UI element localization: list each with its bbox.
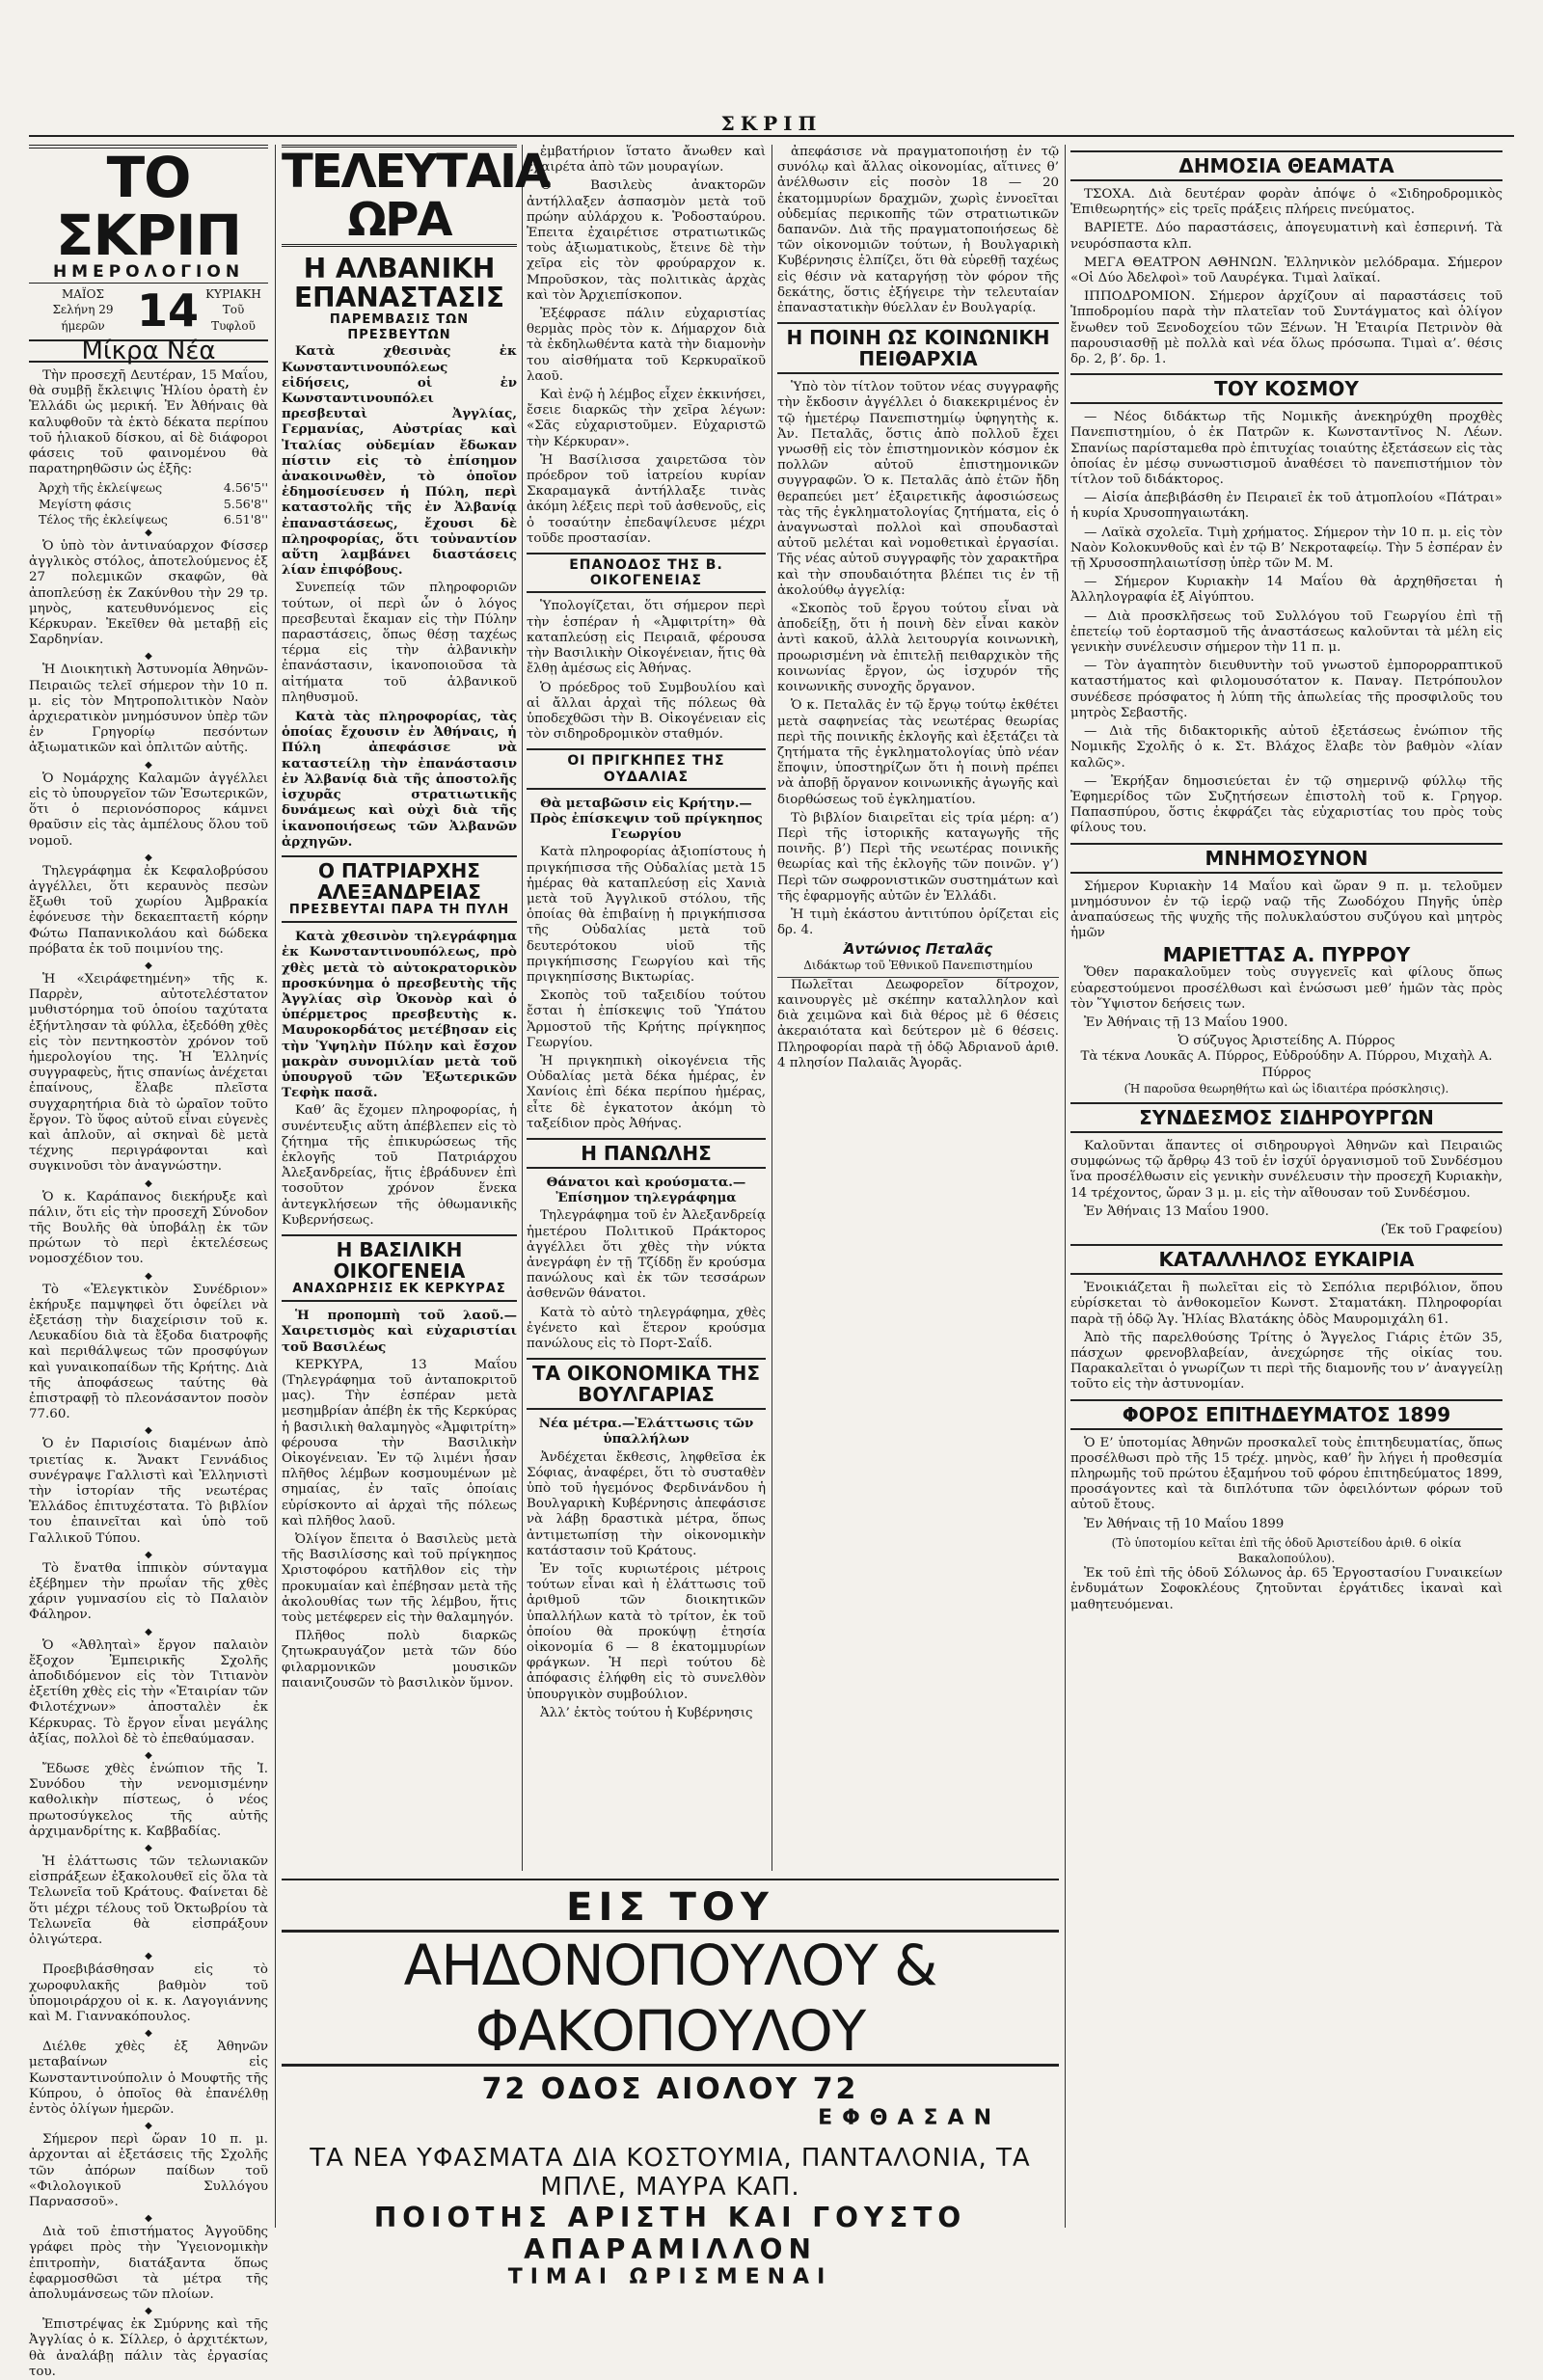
article-paragraph: Ἡ τιμὴ ἑκάστου ἀντιτύπου ὁρίζεται εἰς δρ. 4. <box>777 906 1059 938</box>
article-paragraph: Ἔδωσε χθὲς ἐνώπιον τῆς Ἱ. Συνόδου τὴν νενομισμένην καθολικὴν πίστεως, ὁ νέος πρωτοσύγκελος τῆς αὐτῆς ἀρχιμανδρίτης κ. Καββαδίας. <box>29 1762 268 1839</box>
headline-princes: ΟΙ ΠΡΙΓΚΗΠΕΣ ΤΗΣ ΟΥΔΑΛΙΑΣ <box>567 753 725 785</box>
column-rule <box>1065 145 1066 2228</box>
notice-paragraph: Ἀπὸ τῆς παρελθούσης Τρίτης ὁ Ἄγγελος Γιάρις ἐτῶν 35, πάσχων φρενοβλαβείαν, ἀνεχώρησε τῆς οἰκίας του. Παρακαλεῖται ὁ γνωρίζων τι περὶ τῆς διαμονῆς του ν’ ἀναγγείλῃ τοῦτο εἰς τὴν ἀστυνομίαν. <box>1070 1330 1502 1393</box>
article-paragraph: Διὰ τοῦ ἐπιστήματος Ἀγγοῦδης γράφει πρὸς τὴν Ὑγειονομικὴν ἐπιτροπὴν, διατάξαντα ὅπως ἐφαρμοσθῶσι τὰ μέτρα τῆς ἀπολυμάνσεως τῶν πλοίων. <box>29 2225 268 2302</box>
news-item: — Τὸν ἀγαπητὸν διευθυντὴν τοῦ γνωστοῦ ἐμπορορραπτικοῦ καταστήματος καὶ φιλομουσότατον κ. Παναγ. Πετρόπουλον συνέδεσε πρόσφατος ἡ λύπη τῆς ἀπωλείας τῆς προσφιλοῦς του μητρὸς Σεβαστῆς. <box>1070 659 1502 720</box>
article-paragraph: ἐμβατήριον ἵστατο ἄνωθεν καὶ ἐχαιρέτα ἀπὸ τῶν μουραγίων. <box>527 145 766 176</box>
listing-paragraph: ΒΑΡΙΕΤΕ. Δύο παραστάσεις, ἀπογευματινὴ καὶ ἑσπερινή. Τὰ νευρόσπαστα κλπ. <box>1070 221 1502 252</box>
headline-memorial: ΜΝΗΜΟΣΥΝΟΝ <box>1205 846 1368 870</box>
ornament-divider: ◆ <box>145 852 152 863</box>
advertisement-paragraph: Πωλεῖται Δεωφορεῖον δίτροχον, καινουργὲς μὲ σκέπην καταλληλον καὶ διὰ χειμῶνα καὶ διὰ θέρος μὲ 6 θέσεις ἀκεραιότατα καὶ δεύτερον μὲ 6 θέσεις. Πληροφορίαι παρὰ τῇ ὁδῷ Ἀδριανοῦ ἀριθ. 4 πλησίον Παλαιᾶς Ἀγορᾶς. <box>777 977 1059 1070</box>
notice-paragraph: Ἐνοικιάζεται ἢ πωλεῖται εἰς τὸ Σεπόλια περιβόλιον, ὅπου εὑρίσκεται τὸ ἀνθοκομεῖον Κωνστ. Σταματάκη. Πληροφορίαι παρὰ τῇ ὁδῷ Ἁγ. Ἠλίας Βλατάκης ὁδὸς Μαυρομιχάλη 61. <box>1070 1281 1502 1327</box>
article-paragraph: Ὁ Βασιλεὺς ἀνακτορῶν ἀντήλλαξεν ἀσπασμὸν μετὰ τοῦ πρώην αὐλάρχου κ. Ῥοδοσταύρου. Ἐπειτα ἐχαιρέτισε στρατιωτικῶς τοὺς ἀξιωματικοὺς, ἔτεινε δὲ τὴν χεῖρα εἰς τὸν φρούραρχον κ. Μπροῦσκον, τὰς πολιτικὰς ἀρχὰς καὶ τὸν Ἀρχιεπίσκοπον. <box>527 178 766 303</box>
subhead-crete: Θὰ μεταβῶσιν εἰς Κρήτην.— Πρὸς ἐπίσκεψιν τοῦ πρίγκηπος Γεωργίου <box>529 795 763 843</box>
article-paragraph: Ἀνδέχεται ἔκθεσις, ληφθεῖσα ἐκ Σόφιας, ἀναφέρει, ὅτι τὸ συσταθὲν ὑπὸ τοῦ ἡγεμόνος Φερδινάνδου ἡ Βουλγαρικὴ Κυβέρνησις ἀπεφάσισε νὰ λάβῃ δραστικὰ μέτρα, ὅπως ἀντιμετωπίσῃ τὴν οἰκονομικὴν κατάστασιν τοῦ Κράτους. <box>527 1449 766 1558</box>
headline-box <box>1070 1399 1502 1430</box>
article-paragraph: Καὶ ἐνῷ ἡ λέμβος εἶχεν ἐκκινήσει, ἔσειε διαρκῶς τὴν χεῖρα λέγων: «Σᾶς εὐχαριστοῦμεν. Εὐχαριστῶ τὴν Κέρκυραν». <box>527 388 766 449</box>
headline-box <box>527 1358 766 1410</box>
masthead-moon-right: Τοῦ Τυφλοῦ <box>211 303 256 333</box>
article-paragraph: Ἐν τοῖς κυριωτέροις μέτροις τούτων εἶναι καὶ ἡ ἐλάττωσις τοῦ ἀριθμοῦ τῶν διοικητικῶν ὑπαλλήλων κατὰ τὸ τρίτον, ἐκ τοῦ ὁποίου θὰ προκύψῃ ἐτησία οἰκονομία 6 — 8 ἑκατομμυρίων φράγκων. Ἡ περὶ τούτου δὲ ἀπόφασις ἐλήφθη εἰς τὸ συνελθὸν ὑπουργικὸν συμβούλιον. <box>527 1562 766 1702</box>
article-paragraph: «Σκοπὸς τοῦ ἔργου τούτου εἶναι νὰ ἀποδείξῃ, ὅτι ἡ ποινὴ δὲν εἶναι κακὸν ἀντὶ κακοῦ, ἀλλὰ λειτουργία κοινωνικὴ, προωρισμένη νὰ ἐπιτελῇ πειθαρχικὸν τῆς κοινωνίας ἔργον, ὡς ἰσχυρόν τῆς κοινωνικῆς συνοχῆς ὄργανον. <box>777 602 1059 695</box>
article-paragraph: Ὁ κ. Καράπανος διεκήρυξε καὶ πάλιν, ὅτι εἰς τὴν προσεχῆ Σύνοδον τῆς Βουλῆς θὰ ὑποβάλῃ ἐκ τῶν πρώτων τὸ περὶ ἐκτελέσεως νομοσχέδιον του. <box>29 1189 268 1267</box>
article-paragraph: ἀπεφάσισε νὰ πραγματοποιήσῃ ἐν τῷ συνόλῳ καὶ ἄλλας οἰκονομίας, αἵτινες θ’ ἀνέλθωσιν εἰς ποσὸν 18 — 20 ἑκατομμυρίων δραχμῶν, χωρὶς ἐννοεῖται οὐδεμίας περικοπῆς τῶν στρατιωτικῶν δαπανῶν. Διὰ τῆς πραγματοποιήσεως δὲ τῶν οἰκονομιῶν τούτων, ἡ Βουλγαρικὴ Κυβέρνησις ἐλπίζει, ὅτι θὰ εὑρεθῇ ταχέως εἰς θέσιν νὰ καταργήσῃ τὸν φόρον τῆς δεκάτης, ὅστις ἐξήγειρε τὴν τελευταίαν ἐπαναστατικὴν θύελλαν ἐν Βουλγαρίᾳ. <box>777 145 1059 316</box>
ornament-divider: ◆ <box>145 2121 152 2132</box>
article-paragraph: Πλῆθος πολὺ διαρκῶς ζητωκραυγάζον μετὰ τῶν δύο φιλαρμονικῶν μουσικῶν παιανιζουσῶν τὸ βασιλικὸν ὕμνον. <box>282 1629 517 1690</box>
listing-paragraph: ΤΣΟΧΑ. Διὰ δευτέραν φορὰν ἀπόψε ὁ «Σιδηροδρομικὸς Ἐπιθεωρητής» εἰς τρεῖς πράξεις πλήρεις πνεύματος. <box>1070 187 1502 218</box>
notice-paragraph: Ἐκ τοῦ ἐπὶ τῆς ὁδοῦ Σόλωνος ἀρ. 65 Ἐργοστασίου Γυναικείων ἐνδυμάτων Σοφοκλέους ζητοῦνται ἐργάτιδες ἱκαναὶ καὶ μαθητευόμεναι. <box>1070 1566 1502 1612</box>
ornament-divider: ◆ <box>145 1750 152 1762</box>
ornament-divider: ◆ <box>145 1951 152 1962</box>
article-paragraph: Τηλεγράφημα ἐκ Κεφαλοβρύσου ἀγγέλλει, ὅτι κεραυνὸς πεσὼν ἔξωθι τοῦ χωρίου Ἀμβρακία ἐφόνευσε τὴν δεκαεπταετῆ κόρην Φώτω Παπανικολάου καὶ δώδεκα πρόβατα ἐκ τοῦ ποιμνίου της. <box>29 863 268 957</box>
article-paragraph: Τὸ ἔνατθα ἱππικὸν σύνταγμα ἐξέβημεν τὴν πρωΐαν τῆς χθὲς χάριν γυμνασίου εἰς τὸ Παλαιὸν Φάληρον. <box>29 1560 268 1623</box>
ornament-divider: ◆ <box>145 651 152 663</box>
headline-opportunity: ΚΑΤΑΛΛΗΛΟΣ ΕΥΚΑΙΡΙΑ <box>1158 1248 1415 1272</box>
ornament-divider: ◆ <box>145 1843 152 1854</box>
ornament-divider: ◆ <box>145 1549 152 1560</box>
notice-paragraph: Ὁ Ε’ ὑποτομίας Ἀθηνῶν προσκαλεῖ τοὺς ἐπιτηδευματίας, ὅπως προσέλθωσι πρὸ τῆς 15 τρέχ. μηνὸς, καθ’ ἣν λήγει ἡ προθεσμία πληρωμῆς τοῦ πρώτου ἑξαμήνου τοῦ φόρου ἐπιτηδεύματος 1899, προσάγοντες καὶ τὰ διπλότυπα τῶν ὀφειλόντων φόρων τοῦ αὐτοῦ ἔτους. <box>1070 1435 1502 1513</box>
masthead <box>29 145 268 337</box>
headline-bulgaria-finance: ΤΑ ΟΙΚΟΝΟΜΙΚΑ ΤΗΣ ΒΟΥΛΓΑΡΙΑΣ <box>531 1362 761 1407</box>
ornament-divider: ◆ <box>145 960 152 971</box>
article-paragraph: Καθ’ ἃς ἔχομεν πληροφορίας, ἡ συνέντευξις αὕτη ἀπέβλεπεν εἰς τὸ ζήτημα τῆς ἐπικυρώσεως τῆς ἐκλογῆς τοῦ Πατριάρχου Ἀλεξανδρείας, ἥτις ἐβράδυνεν ἐπὶ τοσοῦτον χρόνον ἕνεκα ἀντεγκλήσεων τῆς ὀθωμανικῆς Κυβερνήσεως. <box>282 1103 517 1228</box>
article-paragraph: Τὸ «Ἐλεγκτικὸν Συνέδριον» ἐκήρυξε παμψηφεὶ ὅτι ὀφείλει νὰ ἐξετάσῃ τὴν διαχείρισιν τοῦ κ. Λευκαδίου διὰ τὰ ἔξοδα διατροφῆς καὶ περιθάλψεως τῶν προσφύγων καὶ γυναικοπαίδων τῆς Κρήτης. Διὰ τῆς ἀποφάσεως ταύτης θὰ ἐπιστραφῇ τὸ πλεονάσαντον ποσὸν 77.60. <box>29 1282 268 1422</box>
headline-blacksmiths: ΣΥΝΔΕΣΜΟΣ ΣΙΔΗΡΟΥΡΓΩΝ <box>1139 1105 1434 1129</box>
column-rule <box>522 145 523 1871</box>
listing-paragraph: ΙΠΠΟΔΡΟΜΙΟΝ. Σήμερον ἀρχίζουν αἱ παραστάσεις τοῦ Ἱπποδρομίου παρὰ τὴν πλατεῖαν τοῦ Συντάγματος καὶ ὀλίγον ἔνωθεν τοῦ Ξενοδοχείου τῶν Ξένων. Ἡ Ἑταιρία Πετρινὸν θὰ παρουσιασθῇ μὲ πολλὰ καὶ νέα ὅλως πρόσωπα. Τιμαὶ α’. θέσις δρ. 2, β’. δρ. 1. <box>1070 289 1502 367</box>
notice-date: Ἐν Ἀθήναις 13 Μαΐου 1900. <box>1084 1204 1269 1219</box>
eclipse-label: Ἀρχὴ τῆς ἐκλείψεως <box>39 480 163 496</box>
notice-signature: Τὰ τέκνα Λουκᾶς Α. Πύρρος, Εὐδρούδην Α. Πύρρου, Μιχαὴλ Α. Πύρρος <box>1080 1049 1493 1080</box>
column-rule <box>275 145 276 2228</box>
news-item: — Λαϊκὰ σχολεῖα. Τιμὴ χρήματος. Σήμερον τὴν 10 π. μ. εἰς τὸν Ναὸν Κολοκυνθοῦς καὶ ἐν τῷ Β’ Νεκροταφείῳ. Τὴν 5 ἐσπέραν ἐν τῇ Χρυσοσπηλαιωτίσσῃ ὑπὲρ τῶν Μ. Μ. <box>1070 525 1502 572</box>
article-paragraph: Ὁ ἐν Παρισίοις διαμένων ἀπὸ τριετίας κ. Ἄνακτ Γεννάδιος συνέγραψε Γαλλιστὶ καὶ Ἑλληνιστὶ τὴν ἱστορίαν τῆς νεωτέρας Ἑλλάδος ἐπιτυχέστατα. Τὸ βιβλίον του ἐπαινεῖται καὶ ὑπὸ τοῦ Γαλλικοῦ Τύπου. <box>29 1437 268 1546</box>
article-paragraph: ΚΕΡΚΥΡΑ, 13 Μαΐου (Τηλεγράφημα τοῦ ἀνταποκριτοῦ μας). Τὴν ἐσπέραν μετὰ μεσημβρίαν ἀπέβη ἐκ τῆς Κερκύρας ἡ βασιλικὴ θαλαμηγὸς «Ἀμφιτρίτη» φέρουσα τὴν Βασιλικὴν Οἰκογένειαν. Ἐν τῷ λιμένι ἦσαν πλῆθος λέμβων κοσμουμένων μὲ σημαίας, ἐν ταῖς ὁποίαις εὑρίσκοντο αἱ ἀρχαὶ τῆς πόλεως καὶ πλῆθος λαοῦ. <box>282 1357 517 1528</box>
headline-royal-family: Η ΒΑΣΙΛΙΚΗ ΟΙΚΟΓΕΝΕΙΑ <box>333 1237 466 1283</box>
article-paragraph: Κατὰ τὰς πληροφορίας, τὰς ὁποίας ἔχουσιν ἐν Ἀθήναις, ἡ Πύλη ἀπεφάσισε νὰ καταστείλῃ τὴν ἐπανάστασιν ἐν Ἀλβανίᾳ διὰ τῆς ἀποστολῆς ἰσχυρᾶς στρατιωτικῆς δυνάμεως καὶ οὐχὶ διὰ τῆς ἱκανοποιήσεως τῶν Ἀλβανῶν ἀρχηγῶν. <box>282 709 517 850</box>
eclipse-label: Μεγίστη φάσις <box>39 496 132 511</box>
notice-signature: (Ἐκ τοῦ Γραφείου) <box>1380 1222 1502 1237</box>
news-item: — Νέος διδάκτωρ τῆς Νομικῆς ἀνεκηρύχθη προχθὲς Πανεπιστημίου, ὁ ἐκ Πατρῶν κ. Κωνσταντῖνος Ν. Λέων. Σπανίως παρίσταμεθα πρὸ ἐπιτυχίας τοιαύτης ἐξετάσεων εἰς τὰς ὁποίας ἐν μέσῳ συνωστισμοῦ ἀναθέσει τὸ πανεπιστήμιον τὸν τίτλον τοῦ διδάκτορος. <box>1070 410 1502 488</box>
eclipse-row <box>29 480 268 496</box>
ornament-divider: ◆ <box>145 2306 152 2317</box>
article-paragraph: Ὁ πρόεδρος τοῦ Συμβουλίου καὶ αἱ ἄλλαι ἀρχαὶ τῆς πόλεως θὰ ὑποδεχθῶσι τὴν Β. Οἰκογένειαν εἰς τὸν σιδηροδρομικὸν σταθμόν. <box>527 680 766 743</box>
headline-box <box>1070 843 1502 874</box>
ad-top-rule <box>282 1879 1059 1880</box>
masthead-moon: Σελήνη 29 ήμερῶν <box>52 303 114 333</box>
notice-paragraph: Ὅθεν παρακαλοῦμεν τοὺς συγγενεῖς καὶ φίλους ὅπως εὐαρεστούμενοι προσέλθωσι καὶ ἑνώσωσι μεθ’ ἡμῶν τὰς πρὸς τὸν Ὕψιστον δεήσεις των. <box>1070 965 1502 1012</box>
headline-return-family: ΕΠΑΝΟΔΟΣ ΤΗΣ Β. ΟΙΚΟΓΕΝΕΙΑΣ <box>569 557 723 589</box>
notice-footnote: (Ἡ παροῦσα θεωρηθήτω καὶ ὡς ἰδιαιτέρα πρόσκλησις). <box>1123 1081 1449 1095</box>
masthead-day: 14 <box>136 284 199 337</box>
column-2 <box>282 145 550 1871</box>
masthead-date-row <box>29 284 268 337</box>
ad-fabrics: ΤΑ ΝΕΑ ΥΦΑΣΜΑΤΑ ΔΙΑ ΚΟΣΤΟΥΜΙΑ, ΠΑΝΤΑΛΟΝΙΑ, ΤΑ ΜΠΛΕ, ΜΑΥΡΑ ΚΑΠ. <box>310 2144 1031 2202</box>
headline-box <box>1070 1102 1502 1133</box>
article-paragraph: Συνεπείᾳ τῶν πληροφοριῶν τούτων, οἱ περὶ ὧν ὁ λόγος πρεσβευταὶ ἔκαμαν εἰς τὴν Πύλην παραστάσεις, ὅπως θέσῃ ταχέως τέρμα εἰς τὴν ἀλβανικὴν ἐπανάστασιν, ἱκανοποιοῦσα τὰ αἰτήματα τοῦ ἀλβανικοῦ πληθυσμοῦ. <box>282 581 517 705</box>
headline-penalty: Η ΠΟΙΝΗ ΩΣ ΚΟΙΝΩΝΙΚΗ ΠΕΙΘΑΡΧΙΑ <box>786 326 1050 371</box>
ad-line-intro: ΕΙΣ ΤΟΥ <box>566 1885 774 1930</box>
deceased-name: ΜΑΡΙΕΤΤΑΣ Α. ΠΥΡΡΟΥ <box>1162 943 1411 967</box>
news-item: — Διὰ τῆς διδακτορικῆς αὐτοῦ ἐξετάσεως ἐνώπιον τῆς Νομικῆς Σχολῆς ὁ κ. Στ. Βλάχος ἔλαβε τὸν βαθμὸν «λίαν καλῶς». <box>1070 724 1502 771</box>
ad-fixed-prices: ΤΙΜΑΙ ΩΡΙΣΜΕΝΑΙ <box>507 2265 833 2289</box>
article-paragraph: Ἡ «Χειράφετημένη» τῆς κ. Παρρὲν, αὐτοτελέστατον μυθιστόρημα τοῦ ὁποίου ταχύτατα ἐξήντλησαν τὰ φύλλα, ἐξεδόθη χθὲς εἰς τὸν πεντηκοστὸν χρόνον τοῦ ἡμερολογίου της. Ἡ Ἑλληνίς συγγραφεὺς, ἥτις σπανίως ἀνέχεται ἐπαίνους, ἔλαβε πλεῖστα συγχαρητήρια διὰ τὸ ὡραῖον τοῦτο ἔργον. Τὸ ὕφος αὐτοῦ εἶναι εὐγενὲς καὶ ἁπλοῦν, αἱ σκηναὶ δὲ μετὰ τέχνης περιγράφονται καὶ συγκινοῦσι τὸν ἀναγνώστην. <box>29 971 268 1175</box>
notice-signature: Ὁ σύζυγος Ἀριστείδης Α. Πύρρος <box>1178 1034 1395 1049</box>
ornament-divider: ◆ <box>145 759 152 771</box>
column-4 <box>777 145 1059 1871</box>
running-title: ΣΚΡΙΠ <box>720 112 823 135</box>
headline-box <box>527 553 766 593</box>
article-paragraph: Σήμερον περὶ ὥραν 10 π. μ. ἀρχονται αἱ ἐξετάσεις τῆς Σχολῆς τῶν ἀπόρων παίδων τοῦ «Φιλολογικοῦ Συλλόγου Παρνασσοῦ». <box>29 2132 268 2209</box>
article-paragraph: Ἐξέφρασε πάλιν εὐχαριστίας θερμὰς πρὸς τὸν κ. Δήμαρχον διὰ τὰ ἐκδηλωθέντα κατὰ τὴν διαμονὴν του αἰσθήματα τοῦ Κερκυραϊκοῦ λαοῦ. <box>527 307 766 384</box>
news-item: — Αἰσία ἀπεβιβάσθη ἐν Πειραιεῖ ἐκ τοῦ ἀτμοπλοίου «Πάτραι» ἡ κυρία Χρυσοπηγαιωτάκη. <box>1070 491 1502 522</box>
ornament-divider: ◆ <box>145 1626 152 1637</box>
article-paragraph: Ἀλλ’ ἐκτὸς τούτου ἡ Κυβέρνησις <box>540 1705 753 1720</box>
headline-box <box>777 322 1059 374</box>
article-paragraph: Τηλεγράφημα τοῦ ἐν Ἀλεξανδρείᾳ ἡμετέρου Πολιτικοῦ Πράκτορος ἀγγέλλει ὅτι χθὲς τὴν νύκτα ἀνεγράφη ἐν τῇ Τζίδδῃ ἕν κρούσμα πανώλους καὶ ἐκ τῶν τεσσάρων ἀσθενῶν θάνατοι. <box>527 1208 766 1302</box>
masthead-weekday: ΚΥΡΙΑΚΗ <box>205 287 261 302</box>
headline-last-hour: ΤΕΛΕΥΤΑΙΑ ΩΡΑ <box>282 145 550 247</box>
notice-paragraph: Καλοῦνται ἅπαντες οἱ σιδηρουργοὶ Ἀθηνῶν καὶ Πειραιῶς συμφώνως τῷ ἄρθρῳ 43 τοῦ ἐν ἰσχύϊ ὀργανισμοῦ τοῦ Συνδέσμου ἵνα προσέλθωσιν εἰς γενικὴν συνέλευσιν τὴν προσεχῆ Κυριακὴν, 14 τρέχοντος, ὥραν 3 μ. μ. εἰς τὴν αἴθουσαν τοῦ Συνδέσμου. <box>1070 1138 1502 1201</box>
eclipse-value: 5.56'8'' <box>223 496 268 511</box>
headline-patriarch: Ο ΠΑΤΡΙΑΡΧΗΣ ΑΛΕΞΑΝΔΡΕΙΑΣ <box>317 858 481 904</box>
article-paragraph: Ὑπὸ τὸν τίτλον τοῦτον νέας συγγραφῆς τὴν ἔκδοσιν ἀγγέλλει ὁ διακεκριμένος ἐν τῷ ἡμετέρῳ Πανεπιστημίῳ ὑφηγητὴς κ. Ἀν. Πεταλᾶς, ὅστις ἀπὸ πολλοῦ ἔχει γνωσθῇ εἰς τὸν ἐπιστημονικὸν κόσμον ἐκ πολλῶν αὐτοῦ ἐπιστημονικῶν συγγραφῶν. Ὁ κ. Πεταλᾶς ἀπὸ ἐτῶν ἤδη θεραπεύει μετ’ ἐξαιρετικῆς ἀφοσιώσεως τὰς τῆς ἐγκληματολογίας ζητήματα, εἰς ὁ ἀναγνωσταὶ πολλοὶ καὶ σπουδασταὶ αὐτοῦ μελέται καὶ νομοθετικαὶ ἐργασίαι. Τῆς νέας αὐτοῦ συγγραφῆς τὸν χαρακτῆρα καὶ τὴν σπουδαιότητα βλέπει τις ἐν τῇ ἀκολούθῳ ἀγγελίᾳ: <box>777 380 1059 598</box>
article-paragraph: Σκοπὸς τοῦ ταξειδίου τούτου ἔσται ἡ ἐπίσκεψις τοῦ Ὑπάτου Ἁρμοστοῦ τῆς Κρήτης πρίγκηπος Γεωργίου. <box>527 988 766 1050</box>
ornament-divider: ◆ <box>145 1177 152 1189</box>
ad-quality: ΠΟΙΟΤΗΣ ΑΡΙΣΤΗ ΚΑΙ ΓΟΥΣΤΟ ΑΠΑΡΑΜΙΛΛΟΝ <box>373 2202 967 2265</box>
article-paragraph: Κατὰ πληροφορίας ἀξιοπίστους ἡ πριγκήπισσα τῆς Οὐδαλίας μετὰ 15 ἡμέρας θὰ καταπλεύσῃ εἰς Χανιὰ μετὰ τοῦ Ἀγγλικοῦ στόλου, τῆς ὁποίας θὰ ἐπιβαίνῃ ἡ πριγκήπισσα τῆς Οὐδαλίας μετὰ τοῦ δευτερότοκου υἱοῦ τῆς πριγκήπισσης Γεωργίου καὶ τῆς πριγκηπίσσης Βικτωρίας. <box>527 845 766 985</box>
headline-trade-tax: ΦΟΡΟΣ ΕΠΙΤΗΔΕΥΜΑΤΟΣ 1899 <box>1122 1402 1451 1426</box>
news-item: — Ἐκρήξαν δημοσιεύεται ἐν τῷ σημερινῷ φύλλῳ τῆς Ἐφημερίδος τῶν Συζητήσεων ἐπιστολὴ τοῦ κ. Γρηγορ. Παπασπύρου, ὅστις ἐκφράζει τὰς εὐχαριστίας του πρὸς τοὺς φίλους του. <box>1070 773 1502 836</box>
article-paragraph: Ὁ Νομάρχης Καλαμῶν ἀγγέλλει εἰς τὸ ὑπουργεῖον τῶν Ἐσωτερικῶν, ὅτι ὁ περιονόσπορος κάμνει θραῦσιν εἰς τὰς ἀμπέλους ὅλου τοῦ νομοῦ. <box>29 771 268 849</box>
ad-store-name: ΑΗΔΟΝΟΠΟΥΛΟΥ & ΦΑΚΟΠΟΥΛΟΥ <box>282 1930 1059 2067</box>
subhead-porte: ΠΡΕΣΒΕΥΤΑΙ ΠΑΡΑ ΤΗ ΠΥΛΗ <box>288 902 510 917</box>
article-paragraph: Τὸ βιβλίον διαιρεῖται εἰς τρία μέρη: α’) Περὶ τῆς ἱστορικῆς καταγωγῆς τῆς ποινῆς. β’) Περὶ τῆς νεωτέρας ποινικῆς θεωρίας καὶ τῆς ἐκλογῆς τῶν ποινῶν. γ’) Περὶ τῶν σωφρονιστικῶν συστημάτων καὶ τῆς ἐφαρμογῆς αὐτῶν ἐν Ἑλλάδι. <box>777 810 1059 904</box>
article-paragraph: Κατὰ χθεσινὸν τηλεγράφημα ἐκ Κωνσταντινουπόλεως, πρὸ χθὲς μετὰ τὸ αὐτοκρατορικὸν προσκύνημα ὁ πρεσβευτὴς τῆς Ἀγγλίας σὶρ Ὀκονὸρ καὶ ὁ ὑπέρμετρος πρεσβευτὴς κ. Μαυροκορδάτος μετέβησαν εἰς τὴν Ὑψηλὴν Πύλην καὶ ἔσχον μακρὰν συνομιλίαν μετὰ τοῦ ὑπουργοῦ τῶν Ἐξωτερικῶν Τεφὴκ πασᾶ. <box>282 929 517 1101</box>
column-3 <box>527 145 766 1871</box>
article-paragraph: Ὁ «Ἀθληταὶ» ἔργον παλαιὸν ἔξοχον Ἐμπειρικῆς Σχολῆς ἀποδιδόμενον εἰς τὸν Τιτιανὸν ἐξετίθη χθὲς εἰς τὴν «Ἑταιρίαν τῶν Φιλοτέχνων» ἀποσταλὲν ἐκ Κέρκυρας. Τὸ ἔργον εἶναι μεγάλης ἀξίας, πολλοὶ δὲ τὸ ἐπεθαύμασαν. <box>29 1637 268 1746</box>
subhead-departure: ΑΝΑΧΩΡΗΣΙΣ ΕΚ ΚΕΡΚΥΡΑΣ <box>292 1281 506 1296</box>
column-1 <box>29 145 268 2379</box>
signature-name: Ἀντώνιος Πεταλᾶς <box>843 940 993 959</box>
masthead-title: ΤΟ ΣΚΡΙΠ <box>29 145 268 264</box>
ornament-divider: ◆ <box>145 2028 152 2040</box>
article-paragraph: Ἡ Βασίλισσα χαιρετῶσα τὸν πρόεδρον τοῦ ἰατρείου κυρίαν Σκαραμαγκᾶ ἀντήλλαξε τινὰς ἀκόμη λέξεις περὶ τοῦ ἀσθενοῦς, εἰς ὁ τοσαύτην ἐπεδαψίλευσε μέχρι τοῦδε προστασίαν. <box>527 452 766 546</box>
ornament-divider: ◆ <box>145 1425 152 1437</box>
headline-public-shows: ΔΗΜΟΣΙΑ ΘΕΑΜΑΤΑ <box>1178 154 1394 177</box>
headline-box <box>527 1138 766 1169</box>
ornament-divider: ◆ <box>145 2213 152 2225</box>
top-rule <box>29 135 1514 137</box>
article-paragraph: Κατὰ χθεσινὰς ἐκ Κωνσταντινουπόλεως εἰδήσεις, οἱ ἐν Κωνσταντινουπόλει πρεσβευταὶ Ἀγγλίας, Γερμανίας, Αὐστρίας καὶ Ἰταλίας οὐδεμίαν ἔδωκαν πίστιν εἰς τὸ ἐπίσημον ἀνακοινωθὲν, τὸ ὁποῖον ἐδημοσίευσεν ἡ Πύλη, περὶ καταστολῆς τῆς ἐν Ἀλβανίᾳ ἐπαναστάσεως, ἔχουσι δὲ πληροφορίας, ὅτι τοὐναντίον αὕτη λαμβάνει διαστάσεις λίαν ἐπιφόβους. <box>282 343 517 579</box>
news-item: — Διὰ προσκλῆσεως τοῦ Συλλόγου τοῦ Γεωργίου ἐπὶ τῇ ἐπετείῳ τοῦ ἐορτασμοῦ τῆς ἀναστάσεως καλοῦνται τὰ μέλη εἰς γενικὴν συνέλευσιν σήμερον τὴν 11 π. μ. <box>1070 609 1502 656</box>
listing-paragraph: ΜΕΓΑ ΘΕΑΤΡΟΝ ΑΘΗΝΩΝ. Ἑλληνικὸν μελόδραμα. Σήμερον «Οἱ Δύο Ἀδελφοὶ» τοῦ Λαυρέγκα. Τιμαὶ λαϊκαί. <box>1070 255 1502 286</box>
column-5 <box>1070 145 1502 2228</box>
headline-box <box>1070 150 1502 181</box>
news-item: — Σήμερον Κυριακὴν 14 Μαΐου θὰ ἀρχηθῆσεται ἡ Ἀλληλογραφία ἐξ Αἰγύπτου. <box>1070 575 1502 606</box>
ornament-divider: ◆ <box>145 1270 152 1282</box>
article-paragraph: Διέλθε χθὲς ἐξ Ἀθηνῶν μεταβαίνων εἰς Κωνσταντινούπολιν ὁ Μουφτῆς τῆς Κύπρου, ὁ ὁποῖος θὰ ἐπανέλθῃ ἐντὸς ὀλίγων ἡμερῶν. <box>29 2040 268 2117</box>
masthead-month: ΜΑΪΟΣ <box>61 287 104 302</box>
headline-box <box>282 1234 517 1302</box>
headline-society: ΤΟΥ ΚΟΣΜΟΥ <box>1214 377 1359 401</box>
ornament-divider: ◆ <box>145 527 152 539</box>
headline-plague: Η ΠΑΝΩΛΗΣ <box>581 1141 712 1165</box>
article-paragraph: Ὁ ὑπὸ τὸν ἀντιναύαρχον Φίσσερ ἀγγλικὸς στόλος, ἀποτελούμενος ἐξ 27 πολεμικῶν σκαφῶν, θὰ ἀποπλεύσῃ ἐκ Ζακύνθου τὴν 29 τρ. μηνὸς, κατευθυνόμενος εἰς Κέρκυραν. Ἐκεῖθεν θὰ μεταβῇ εἰς Σαρδηνίαν. <box>29 539 268 648</box>
article-paragraph: Ἐπιστρέψας ἐκ Σμύρνης καὶ τῆς Ἀγγλίας ὁ κ. Σίλλερ, ὁ ἀρχιτέκτων, θὰ ἀναλάβῃ πάλιν τὰς ἐργασίας του. <box>29 2317 268 2379</box>
notice-paragraph: Σήμερον Κυριακὴν 14 Μαΐου καὶ ὥραν 9 π. μ. τελοῦμεν μνημόσυνον ἐν τῷ ἱερῷ ναῷ τῆς Ζωοδόχου Πηγῆς ὑπὲρ ἀναπαύσεως τῆς ψυχῆς τῆς πολυκλαύστου συζύγου καὶ μητρὸς ἡμῶν <box>1070 879 1502 941</box>
headline-box <box>1070 373 1502 404</box>
article-paragraph: Ὑπολογίζεται, ὅτι σήμερον περὶ τὴν ἑσπέραν ἡ «Ἀμφιτρίτη» θὰ καταπλεύσῃ εἰς Πειραιᾶ, φέρουσα τὴν Βασιλικὴν Οἰκογένειαν, ἥτις θὰ ἔλθῃ ἀμέσως εἰς Ἀθήνας. <box>527 599 766 677</box>
advertisement <box>282 1885 1059 2289</box>
eclipse-value: 4.56'5'' <box>223 480 268 496</box>
article-paragraph: Ὀλίγον ἔπειτα ὁ Βασιλεὺς μετὰ τῆς Βασιλίσσης καὶ τοῦ πρίγκηπος Χριστοφόρου κατῆλθον εἰς τὴν προκυμαίαν καὶ ἐπέβησαν μετὰ τῆς ἀκολουθίας των τῆς λέμβου, ἥτις τοὺς μετέφερεν εἰς τὴν θαλαμηγόν. <box>282 1532 517 1626</box>
masthead-subtitle: ΗΜΕΡΟΛΟΓΙΟΝ <box>29 264 268 284</box>
notice-date: Ἐν Ἀθήναις τῇ 13 Μαΐου 1900. <box>1084 1014 1288 1030</box>
article-paragraph: Ἡ ἐλάττωσις τῶν τελωνιακῶν εἰσπράξεων ἐξακολουθεῖ εἰς ὅλα τὰ Τελωνεῖα τοῦ Κράτους. Φαίνεται δὲ ὅτι μέχρι τέλους τοῦ Ὀκτωβρίου τὰ Τελωνεῖα θὰ εἰσπράξουν ὀλιγώτερα. <box>29 1854 268 1948</box>
subhead-bulgaria: Νέα μέτρα.—Ἐλάττωσις τῶν ὑπαλλήλων <box>538 1416 754 1447</box>
subhead-plague: Θάνατοι καὶ κρούσματα.—Ἐπίσημον τηλεγράφημα <box>546 1174 746 1206</box>
eclipse-value: 6.51'8'' <box>223 511 268 527</box>
ad-address: 72 ΟΔΟΣ ΑΙΟΛΟΥ 72 <box>481 2072 859 2106</box>
headline-box <box>282 855 517 923</box>
article-paragraph: Προεβιβάσθησαν εἰς τὸ χωροφυλακῆς βαθμὸν τοῦ ὑπομοιράρχου οἱ κ. κ. Λαγογιάννης καὶ Μ. Γιαννακόπουλος. <box>29 1962 268 2024</box>
headline-albanian-revolution: Η ΑΛΒΑΝΙΚΗ ΕΠΑΝΑΣΤΑΣΙΣ <box>294 253 504 313</box>
subhead-ambassadors: ΠΑΡΕΜΒΑΣΙΣ ΤΩΝ ΠΡΕΣΒΕΥΤΩΝ <box>329 312 470 343</box>
headline-box <box>527 748 766 789</box>
eclipse-row <box>29 497 268 512</box>
notice-signature: (Τὸ ὑποτομίου κεῖται ἐπὶ τῆς ὁδοῦ Ἀριστείδου ἀριθ. 6 οἰκία Βακαλοπούλου). <box>1111 1535 1462 1566</box>
article-paragraph: Τὴν προσεχῆ Δευτέραν, 15 Μαΐου, θὰ συμβῇ ἔκλειψις Ἡλίου ὁρατὴ ἐν Ἑλλάδι ὡς μερική. Ἐν Ἀθήναις θὰ καλυφθοῦν τὰ ἑκτὸ δέκατα περίπου τοῦ ἡλιακοῦ δίσκου, αἱ δὲ διάφοροι φάσεις τοῦ φαινομένου θὰ παρατηρηθῶσιν ὡς ἑξῆς: <box>29 368 268 477</box>
article-paragraph: Ἡ Διοικητικὴ Ἀστυνομία Ἀθηνῶν-Πειραιῶς τελεῖ σήμερον τὴν 10 π. μ. εἰς τὸν Μητροπολιτικὸν Ναὸν ἀρχιερατικὸν μνημόσυνον ὑπὲρ τῶν ἐν Γρηγορίῳ πεσόντων ἀξιωματικῶν καὶ ὁπλιτῶν αὐτῆς. <box>29 663 268 756</box>
eclipse-label: Τέλος τῆς ἐκλείψεως <box>39 511 168 527</box>
eclipse-row <box>29 512 268 527</box>
signature-title: Διδάκτωρ τοῦ Ἐθνικοῦ Πανεπιστημίου <box>803 958 1033 972</box>
article-paragraph: Ἡ πριγκηπικὴ οἰκογένεια τῆς Οὐδαλίας μετὰ δέκα ἡμέρας, ἐν Χανίοις ἐπὶ δέκα περίπου ἡμέρας, εἶτε δὲ ἐγκατοτον ἀκόμη τὸ ταξείδιον πρὸς Ἀθήνας. <box>527 1053 766 1131</box>
article-paragraph: Ὁ κ. Πεταλᾶς ἐν τῷ ἔργῳ τούτῳ ἐκθέτει μετὰ σαφηνείας τὰς νεωτέρας θεωρίας περὶ τῆς ποινικῆς ἐκλογῆς καὶ ἐξετάζει τὰ ζητήματα τῆς ἐγκληματολογίας ὑπὸ νέαν ἔποψιν, ὑποστηρίζων ὅτι ἡ ποινὴ πρέπει νὰ ἀποβῇ ὄργανον κοινωνικῆς ἀγωγῆς καὶ διορθώσεως τοῦ ἐγκληματίου. <box>777 698 1059 807</box>
headline-box <box>1070 1244 1502 1275</box>
section-title-mikra-nea: Μίκρα Νέα <box>29 339 268 363</box>
notice-date: Ἐν Ἀθήναις τῇ 10 Μαΐου 1899 <box>1084 1516 1285 1531</box>
article-paragraph: Κατὰ τὸ αὐτὸ τηλεγράφημα, χθὲς ἐγένετο καὶ ἕτερον κρούσμα πανώλους εἰς τὸ Πορτ-Σαΐδ. <box>527 1305 766 1352</box>
ad-arrived: ΕΦΘΑΣΑΝ <box>818 2106 1001 2130</box>
article-paragraph: Ἡ προπομπὴ τοῦ λαοῦ.—Χαιρετισμὸς καὶ εὐχαριστίαι τοῦ Βασιλέως <box>282 1308 517 1355</box>
